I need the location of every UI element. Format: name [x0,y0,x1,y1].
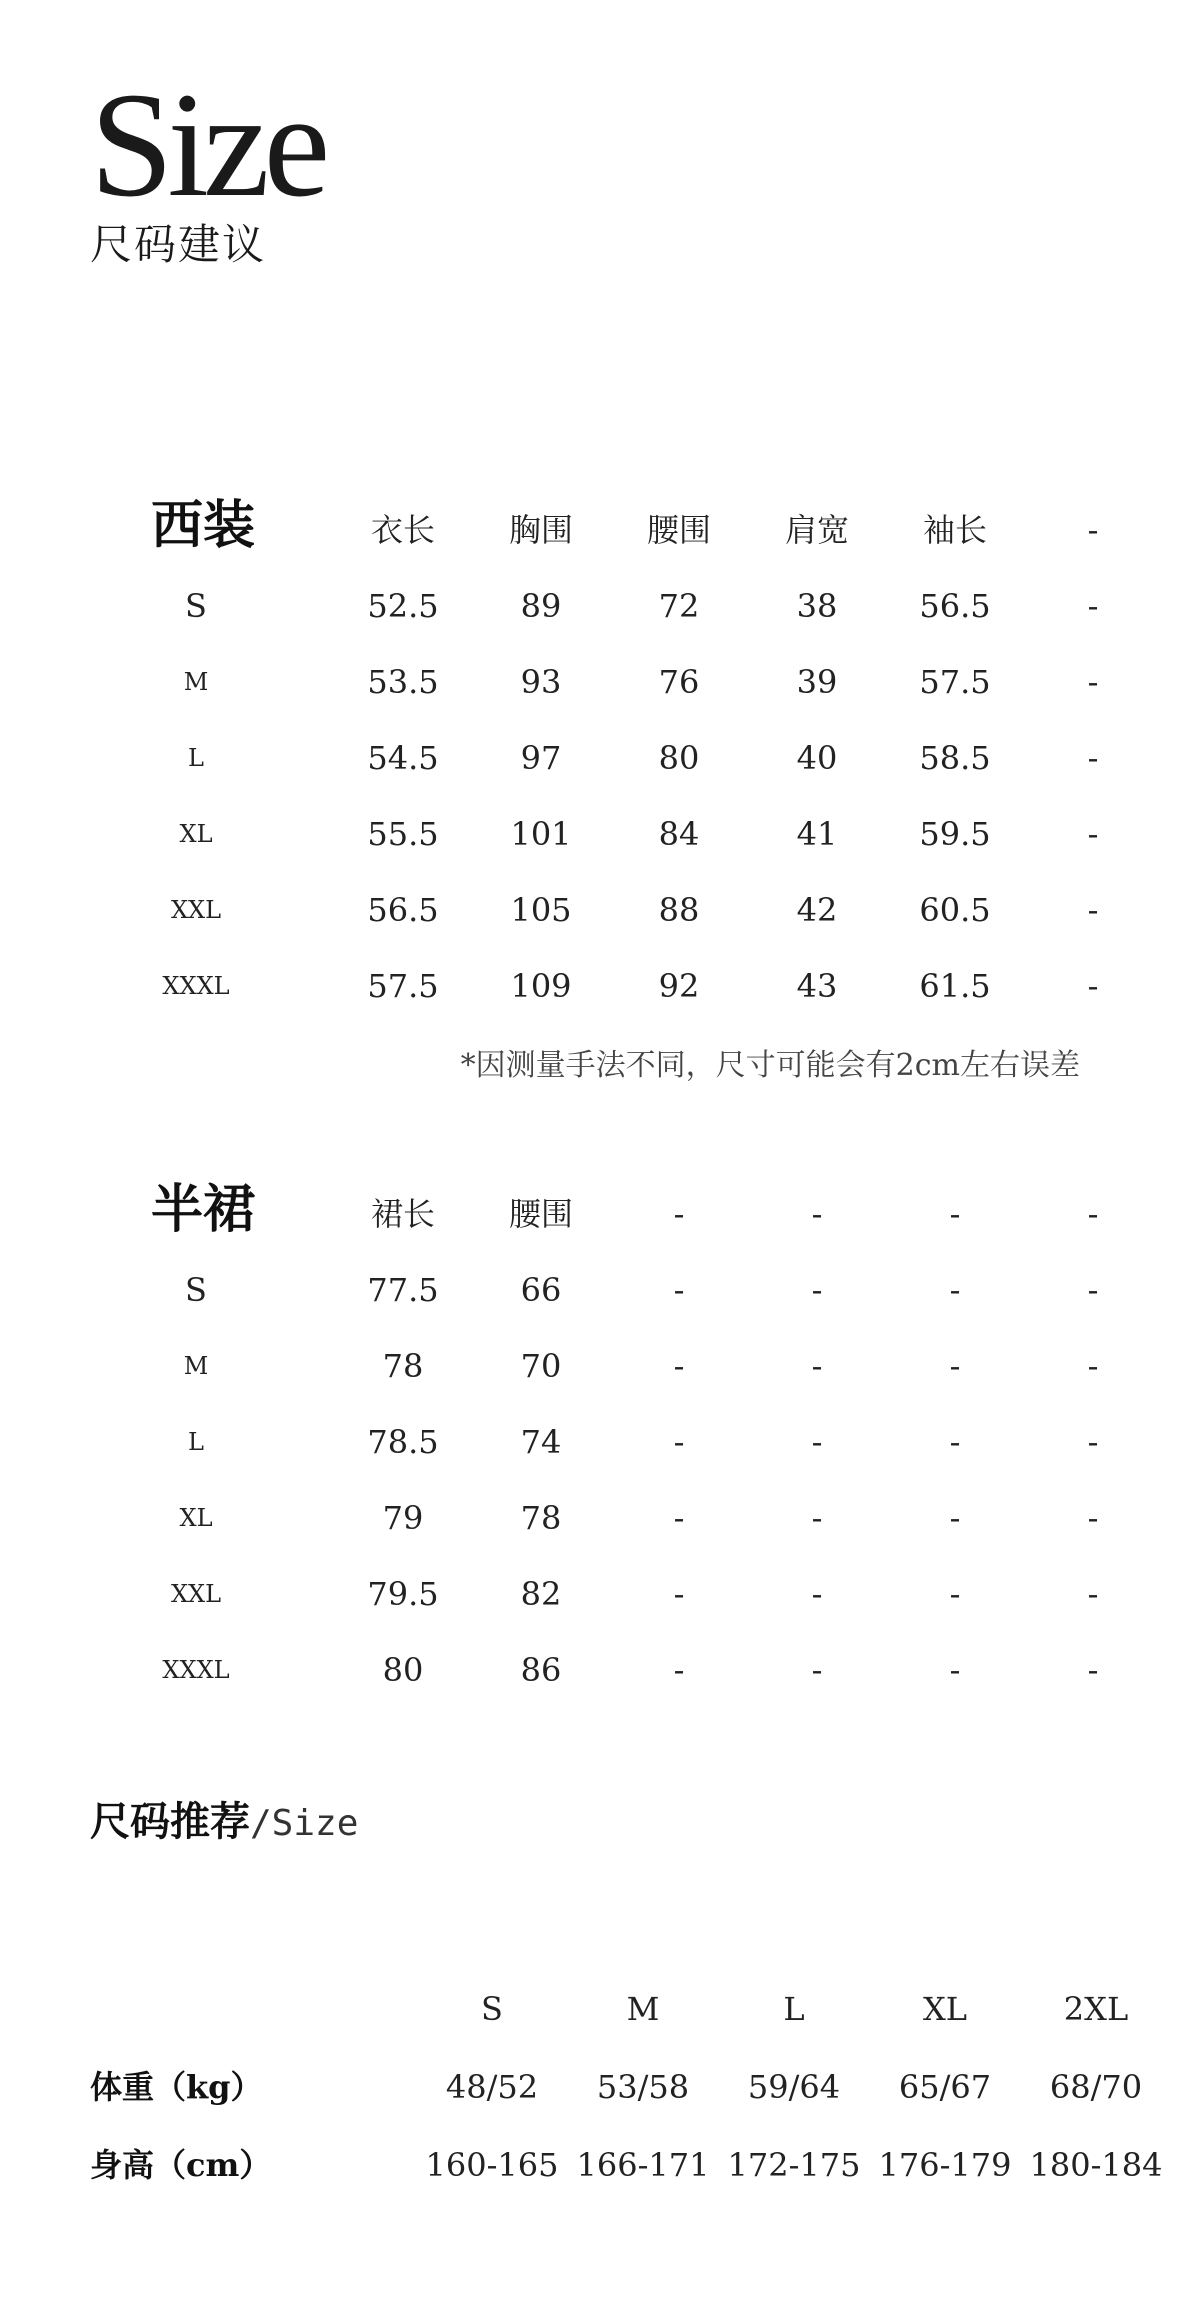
table-cell: - [811,1423,823,1461]
table-cell: - [811,1651,823,1689]
table-row [0,644,1200,720]
table-cell: 54.5 [367,739,439,777]
table-cell: - [673,1347,685,1385]
size-column-header: S [481,1990,503,2028]
table-cell: - [1087,1347,1099,1385]
table-cell: 80 [658,739,700,777]
table-cell: 82 [520,1575,562,1613]
table-cell: - [673,1271,685,1309]
table-cell: 109 [510,967,572,1005]
column-header: 袖长 [922,511,988,549]
table-cell: 89 [520,587,562,625]
page-title: Size [90,62,325,228]
table-cell: - [1087,1499,1099,1537]
table-cell: 79.5 [367,1575,439,1613]
table-header-row [0,492,1200,568]
table-row [0,1404,1200,1480]
size-label: XL [179,1504,213,1532]
recommend-row [0,2126,1200,2204]
size-recommend-table [0,1970,1200,2204]
table-cell: 38 [796,587,838,625]
table-cell: 105 [510,891,572,929]
recommend-cell: 172-175 [727,2146,861,2184]
table-cell: - [1087,1575,1099,1613]
column-header: - [673,1195,685,1233]
table-cell: - [811,1575,823,1613]
table-cell: - [811,1499,823,1537]
table-cell: - [673,1423,685,1461]
size-column-header: 2XL [1063,1990,1129,2028]
table-cell: 39 [796,663,838,701]
table-cell: - [1087,1423,1099,1461]
skirt-size-table [0,1176,1200,1708]
recommend-row-label: 身高（cm） [90,2146,272,2184]
column-header: - [811,1195,823,1233]
table-cell: 70 [520,1347,562,1385]
recommend-cell: 166-171 [576,2146,710,2184]
recommend-cell: 180-184 [1029,2146,1163,2184]
table-cell: 60.5 [919,891,991,929]
recommend-title-en: /Size [250,1803,359,1844]
table-cell: 88 [658,891,700,929]
table-row [0,1480,1200,1556]
table-cell: - [949,1347,961,1385]
table-cell: 66 [520,1271,562,1309]
table-cell: 78 [520,1499,562,1537]
column-header: 腰围 [508,1195,574,1233]
size-label: XXXL [162,1656,230,1684]
size-label: S [185,587,207,625]
size-column-header: M [626,1990,660,2028]
column-header: 裙长 [370,1195,436,1233]
table-cell: - [949,1499,961,1537]
column-header: 衣长 [370,511,436,549]
table-row [0,796,1200,872]
size-label: L [188,1428,204,1456]
recommend-row [0,2048,1200,2126]
table-cell: 52.5 [367,587,439,625]
column-header: 肩宽 [784,511,850,549]
column-header: - [949,1195,961,1233]
table-row [0,1252,1200,1328]
table-cell: 77.5 [367,1271,439,1309]
table-cell: 86 [520,1651,562,1689]
size-label: M [183,1352,209,1380]
table-cell: 42 [796,891,838,929]
table-cell: 80 [382,1651,424,1689]
table-cell: - [1087,967,1099,1005]
table-cell: 55.5 [367,815,439,853]
page-subtitle: 尺码建议 [90,220,267,269]
recommend-title-cn: 尺码推荐 [90,1798,250,1845]
table-cell: - [673,1575,685,1613]
table-cell: 53.5 [367,663,439,701]
table-cell: 97 [520,739,562,777]
table-cell: 59.5 [919,815,991,853]
table-cell: 56.5 [367,891,439,929]
table-row [0,1328,1200,1404]
table-row [0,720,1200,796]
table-cell: 61.5 [919,967,991,1005]
table-cell: 92 [658,967,700,1005]
table-cell: - [1087,1651,1099,1689]
table-cell: - [673,1651,685,1689]
table-cell: 93 [520,663,562,701]
column-header: - [1087,1195,1099,1233]
table-cell: - [949,1271,961,1309]
table-cell: 78.5 [367,1423,439,1461]
table-title: 西装 [150,495,256,556]
recommend-cell: 48/52 [445,2068,539,2106]
table-cell: - [949,1575,961,1613]
table-cell: - [1087,587,1099,625]
page-header [90,62,325,272]
table-cell: 40 [796,739,838,777]
table-cell: - [949,1651,961,1689]
recommend-cell: 176-179 [878,2146,1012,2184]
table-cell: 57.5 [367,967,439,1005]
column-header: 腰围 [646,511,712,549]
table-title: 半裙 [150,1179,256,1240]
size-label: M [183,668,209,696]
table-cell: 56.5 [919,587,991,625]
suit-size-table [0,492,1200,1024]
size-label: XL [179,820,213,848]
size-column-header: L [783,1990,805,2028]
table-cell: 58.5 [919,739,991,777]
size-label: L [188,744,204,772]
table-row [0,948,1200,1024]
table-cell: - [1087,815,1099,853]
size-column-header: XL [922,1990,968,2028]
recommend-row-label: 体重（kg） [90,2068,263,2106]
table-cell: - [1087,663,1099,701]
table-cell: 74 [520,1423,562,1461]
recommend-cell: 160-165 [425,2146,559,2184]
table-cell: 79 [382,1499,424,1537]
table-row [0,568,1200,644]
table-cell: - [811,1271,823,1309]
recommend-cell: 59/64 [747,2068,841,2106]
table-cell: - [673,1499,685,1537]
table-cell: - [811,1347,823,1385]
table-cell: 72 [658,587,700,625]
table-cell: 43 [796,967,838,1005]
column-header: - [1087,511,1099,549]
size-label: XXL [170,896,222,924]
table-cell: 57.5 [919,663,991,701]
recommend-header-row [0,1970,1200,2048]
column-header: 胸围 [508,511,574,549]
table-cell: - [1087,739,1099,777]
size-label: XXXL [162,972,230,1000]
table-cell: 84 [658,815,700,853]
size-label: S [185,1271,207,1309]
measurement-note: *因测量手法不同，尺寸可能会有2cm左右误差 [460,1048,1080,1083]
table-cell: 78 [382,1347,424,1385]
table-cell: - [1087,1271,1099,1309]
table-row [0,872,1200,948]
recommend-cell: 65/67 [898,2068,992,2106]
table-cell: 76 [658,663,700,701]
recommend-title [90,1790,358,1847]
table-header-row [0,1176,1200,1252]
table-cell: - [949,1423,961,1461]
table-cell: 101 [510,815,572,853]
table-cell: 41 [796,815,838,853]
recommend-cell: 68/70 [1049,2068,1143,2106]
table-cell: - [1087,891,1099,929]
size-label: XXL [170,1580,222,1608]
table-row [0,1632,1200,1708]
table-row [0,1556,1200,1632]
recommend-cell: 53/58 [596,2068,690,2106]
